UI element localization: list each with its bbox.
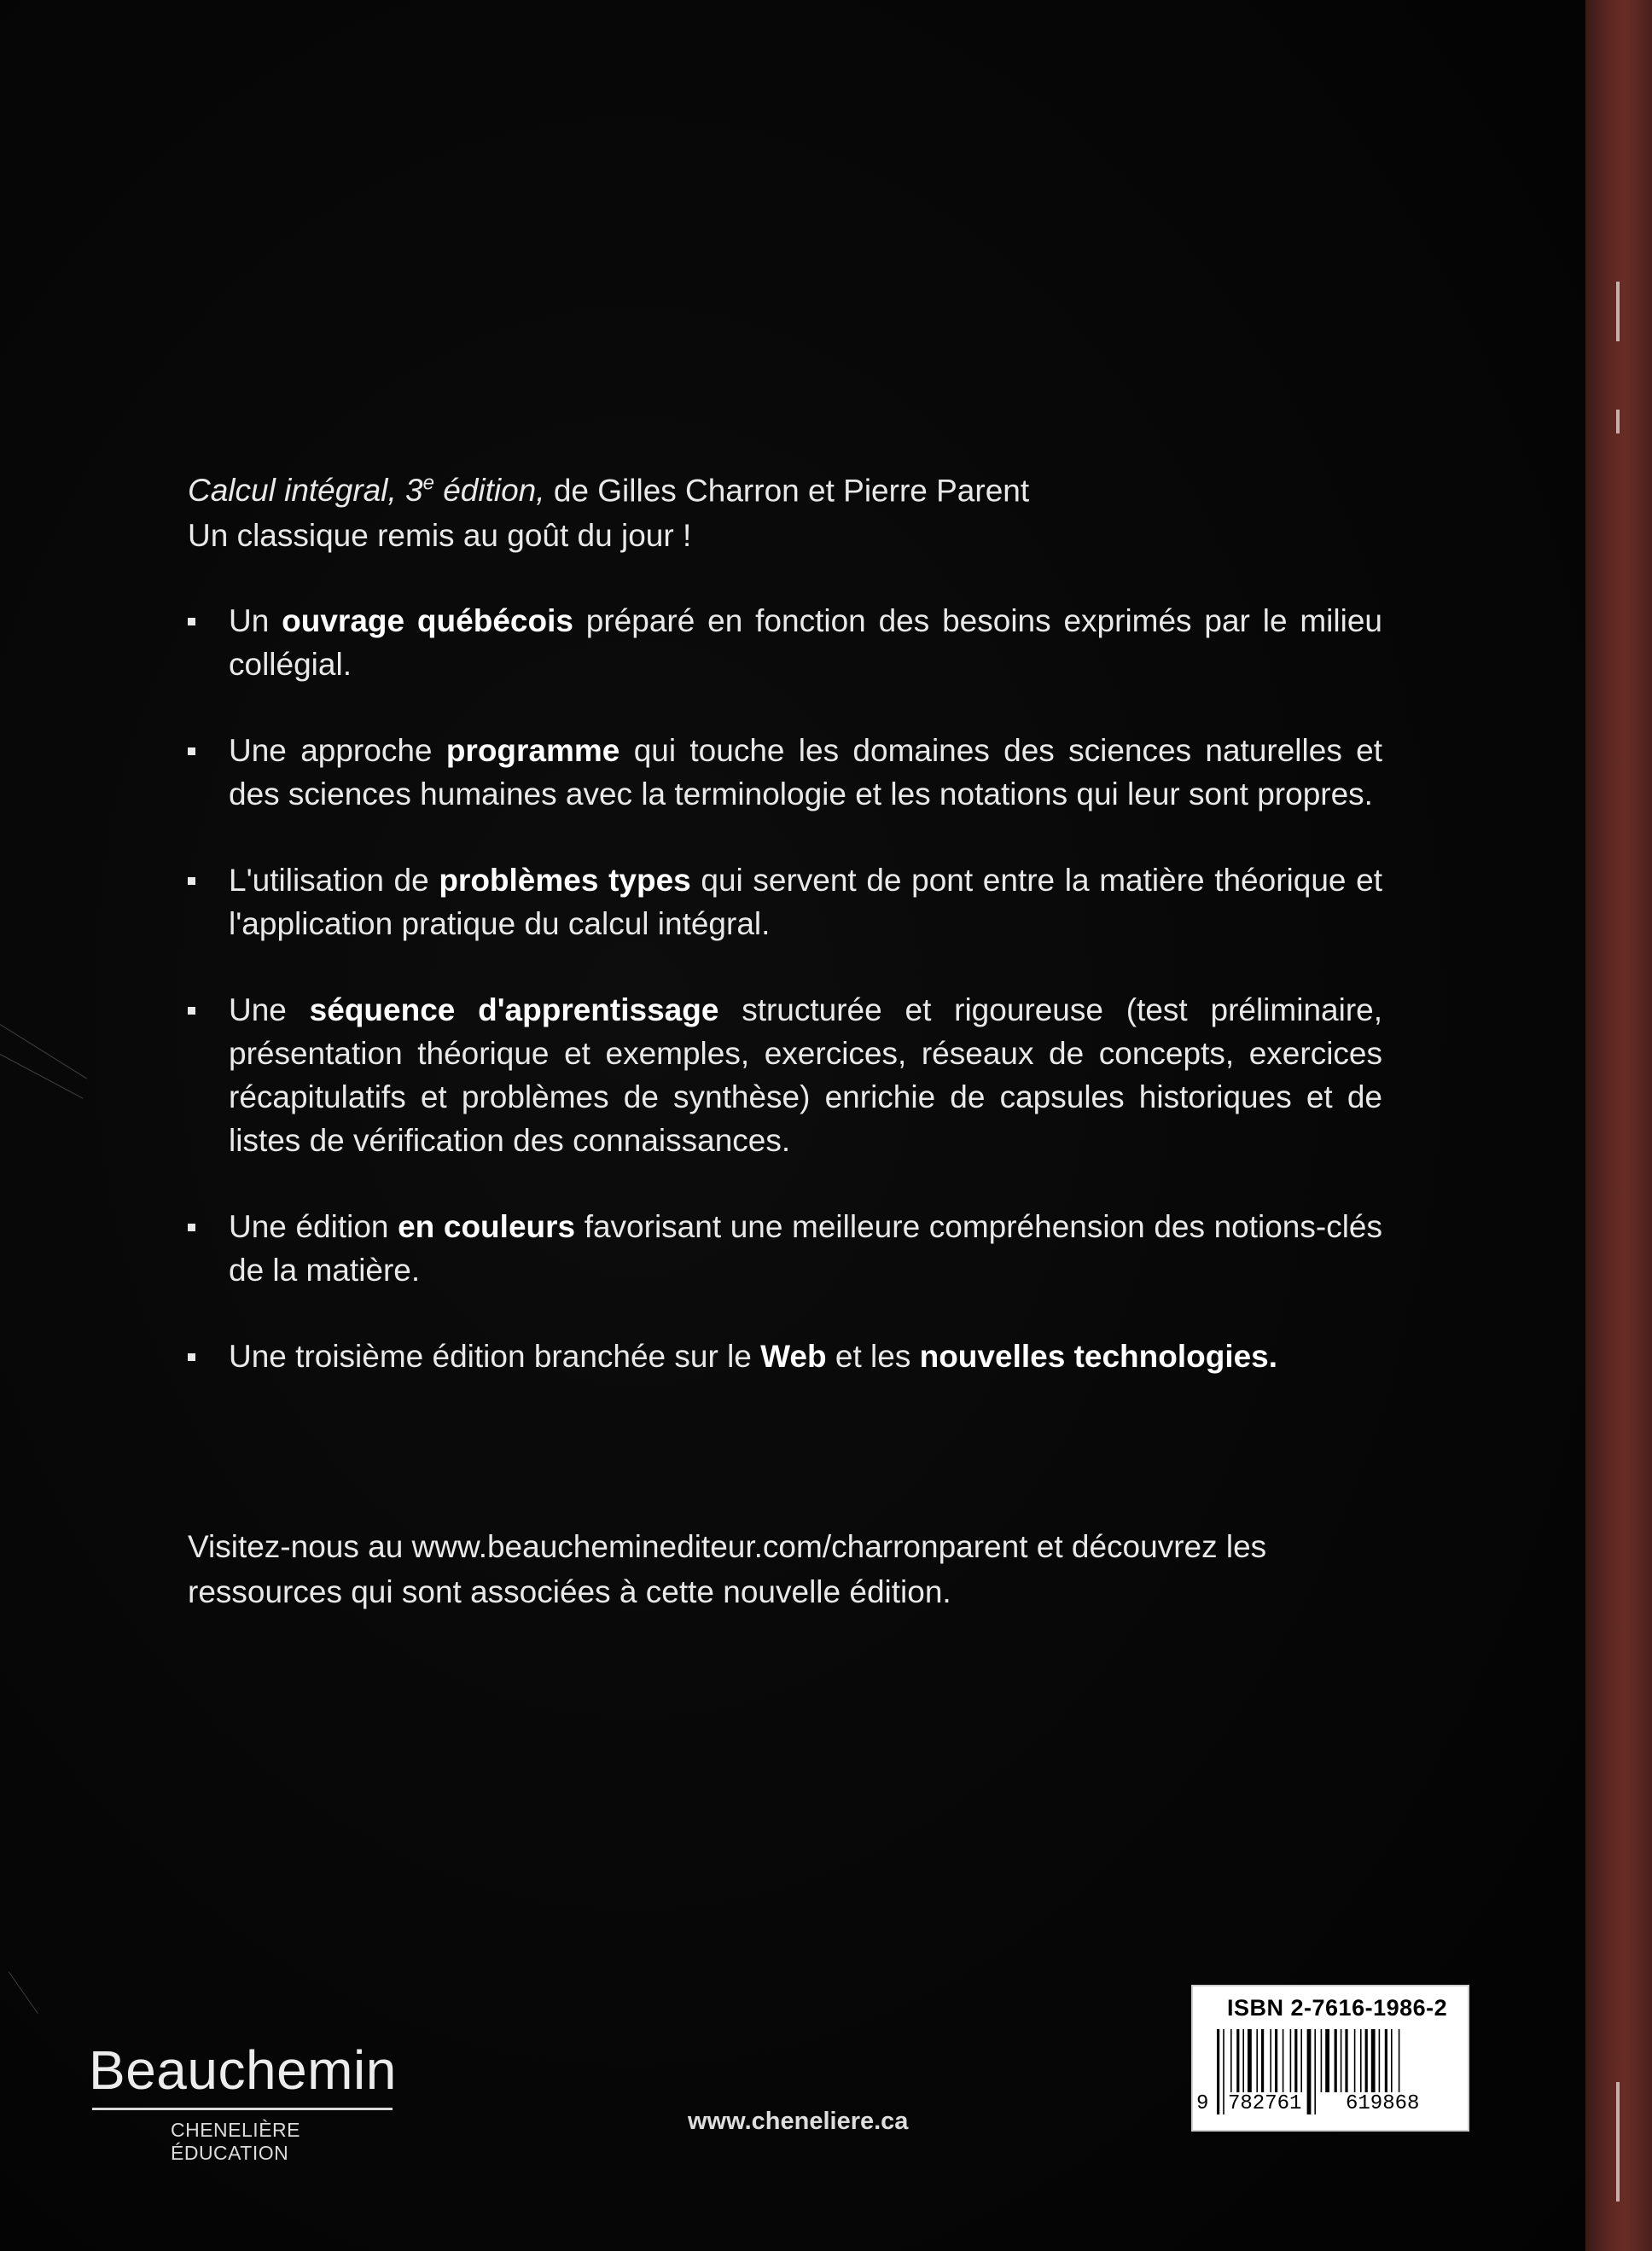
barcode-bar xyxy=(1379,2029,1381,2092)
tagline: Un classique remis au goût du jour ! xyxy=(188,518,692,554)
book-title: Calcul intégral, 3e édition, xyxy=(188,472,545,509)
isbn-number: ISBN 2-7616-1986-2 xyxy=(1227,1995,1448,2021)
spine-mark xyxy=(1616,282,1620,341)
barcode-bar xyxy=(1325,2029,1329,2092)
bullet-icon xyxy=(188,877,195,885)
barcode-bar xyxy=(1248,2029,1252,2092)
book-spine xyxy=(1585,0,1652,2251)
barcode-bar xyxy=(1354,2029,1356,2092)
barcode-first-digit: 9 xyxy=(1196,2092,1209,2115)
publisher-subtitle: CHENELIÈRE ÉDUCATION xyxy=(171,2119,300,2164)
barcode-bar xyxy=(1217,2029,1219,2114)
barcode-bar xyxy=(1371,2029,1376,2092)
barcode-bar xyxy=(1242,2029,1244,2092)
feature-item: Une troisième édition branchée sur le Web et les nouvelles technologies. xyxy=(188,1335,1382,1378)
barcode-bar xyxy=(1283,2029,1284,2092)
barcode-bar xyxy=(1341,2029,1342,2092)
barcode-bar xyxy=(1256,2029,1258,2092)
feature-item: Une édition en couleurs favorisant une meilleure compréhension des notions-clés de la matière. xyxy=(188,1205,1382,1292)
barcode-bar xyxy=(1230,2029,1232,2092)
bullet-icon xyxy=(188,1224,195,1231)
barcode-bar xyxy=(1294,2029,1297,2092)
barcode-bar xyxy=(1391,2029,1393,2092)
barcode-bar xyxy=(1307,2029,1312,2114)
bullet-icon xyxy=(188,1007,195,1015)
barcode-bar xyxy=(1365,2029,1368,2092)
scratch-mark xyxy=(0,1054,83,1099)
publisher-logo xyxy=(85,2039,401,2165)
scratch-mark xyxy=(0,1024,87,1079)
authors: de Gilles Charron et Pierre Parent xyxy=(544,473,1030,509)
barcode-group-1: 782761 xyxy=(1225,2092,1304,2115)
barcode-bar xyxy=(1236,2029,1239,2092)
barcode-bar xyxy=(1275,2029,1277,2092)
barcode-bar xyxy=(1399,2029,1400,2092)
barcode-bar xyxy=(1290,2029,1292,2092)
feature-item: Un ouvrage québécois préparé en fonction des besoins exprimés par le milieu collégial. xyxy=(188,599,1382,686)
barcode-bar xyxy=(1223,2029,1224,2114)
barcode-bar xyxy=(1335,2029,1337,2092)
feature-item: Une approche programme qui touche les domaines des sciences naturelles et des sciences humaines avec la terminologie et les notations qui leur sont propres. xyxy=(188,729,1382,816)
logo-divider xyxy=(92,2108,393,2110)
feature-item: Une séquence d'apprentissage structurée et rigoureuse (test préliminaire, présentation théorique et exemples, exercices, réseaux de concepts, exercices récapitulatifs et problèmes de synthèse) enrichie de capsules historiques et de listes de vérification des connaissances. xyxy=(188,988,1382,1162)
barcode-bar xyxy=(1385,2029,1387,2092)
bullet-icon xyxy=(188,747,195,755)
visit-text: Visitez-nous au www.beaucheminediteur.com/charronparent et découvrez les ressources qui sont associées à cette nouvelle édition. xyxy=(188,1529,1267,1609)
barcode-bar xyxy=(1270,2029,1271,2092)
barcode-bar xyxy=(1261,2029,1264,2092)
barcode-label xyxy=(1191,1985,1469,2132)
main-text xyxy=(188,461,1382,1421)
barcode-bar xyxy=(1321,2029,1323,2092)
feature-list xyxy=(188,599,1382,1378)
bullet-icon xyxy=(188,618,195,625)
scratch-mark xyxy=(9,1971,38,2014)
spine-mark xyxy=(1616,410,1620,433)
website-url: www.cheneliere.ca xyxy=(688,2108,909,2135)
barcode-bar xyxy=(1300,2029,1302,2092)
intro xyxy=(188,461,1382,558)
barcode-group-2: 619868 xyxy=(1343,2092,1422,2115)
feature-item: L'utilisation de problèmes types qui servent de pont entre la matière théorique et l'application pratique du calcul intégral. xyxy=(188,858,1382,945)
barcode-bar xyxy=(1345,2029,1347,2092)
book-title-line xyxy=(188,461,1382,513)
publisher-name: Beauchemin xyxy=(89,2039,397,2101)
spine-mark xyxy=(1616,2082,1620,2202)
barcode-bar xyxy=(1314,2029,1316,2114)
bullet-icon xyxy=(188,1353,195,1361)
barcode-bar xyxy=(1360,2029,1362,2092)
